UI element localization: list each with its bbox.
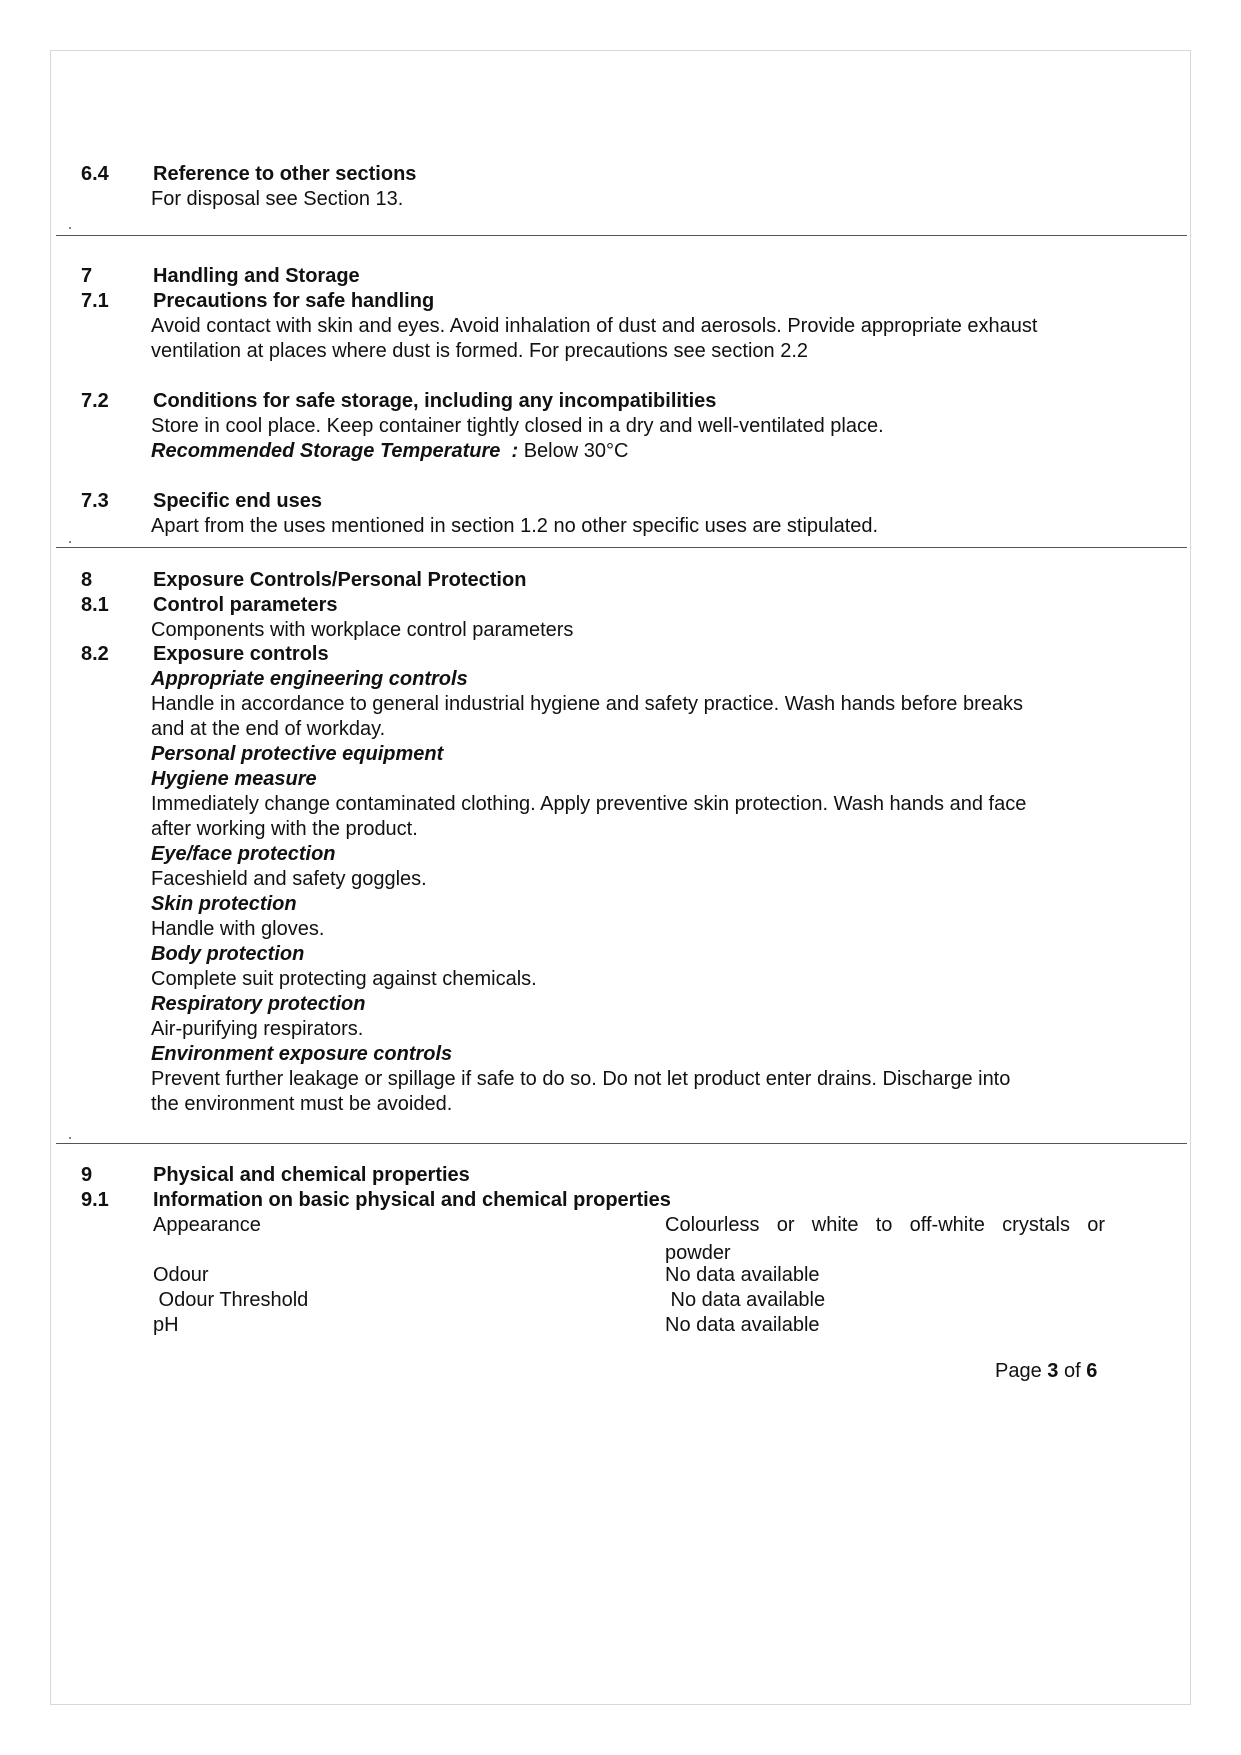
body-text: Handle in accordance to general industrial hygiene and safety practice. Wash hands before breaks (151, 693, 1024, 715)
body-text: Prevent further leakage or spillage if safe to do so. Do not let product enter drains. Discharge into (151, 1068, 1011, 1090)
section-number: 9 (81, 1164, 93, 1186)
section-divider (56, 235, 1187, 236)
section-number: 8.2 (81, 643, 109, 665)
section-heading: Handling and Storage (153, 265, 360, 287)
section-number: 9.1 (81, 1189, 109, 1211)
section-number: 8.1 (81, 594, 109, 616)
body-text: Handle with gloves. (151, 918, 325, 940)
property-label: pH (153, 1314, 179, 1336)
property-label: Odour (153, 1264, 209, 1286)
property-value: No data available (665, 1314, 820, 1336)
page-total: 6 (1086, 1360, 1098, 1382)
section-heading: Exposure controls (153, 643, 329, 665)
body-text: Avoid contact with skin and eyes. Avoid inhalation of dust and aerosols. Provide appropriate exhaust (151, 315, 1038, 337)
section-number: 7 (81, 265, 93, 287)
body-text: and at the end of workday. (151, 718, 386, 740)
section-heading: Control parameters (153, 594, 338, 616)
page-number (995, 1357, 1097, 1385)
subheading: Eye/face protection (151, 843, 336, 865)
body-text: Air-purifying respirators. (151, 1018, 364, 1040)
divider-mark (69, 227, 71, 229)
body-text: Immediately change contaminated clothing. Apply preventive skin protection. Wash hands and face (151, 793, 1027, 815)
subheading: Environment exposure controls (151, 1043, 453, 1065)
page-prefix: Page (995, 1360, 1048, 1382)
subheading: Hygiene measure (151, 768, 317, 790)
property-label: Odour Threshold (153, 1289, 309, 1311)
subheading: Appropriate engineering controls (151, 668, 468, 690)
page-of: of (1058, 1360, 1087, 1382)
section-heading: Conditions for safe storage, including any incompatibilities (153, 390, 717, 412)
body-text: the environment must be avoided. (151, 1093, 453, 1115)
section-divider (56, 547, 1187, 548)
body-text: Apart from the uses mentioned in section 1.2 no other specific uses are stipulated. (151, 515, 879, 537)
section-heading: Exposure Controls/Personal Protection (153, 569, 527, 591)
section-heading: Specific end uses (153, 490, 322, 512)
divider-mark (69, 1137, 71, 1139)
subheading: Skin protection (151, 893, 297, 915)
property-value: No data available (665, 1289, 826, 1311)
subheading: Respiratory protection (151, 993, 366, 1015)
page-current: 3 (1047, 1360, 1059, 1382)
storage-temperature-label: Recommended Storage Temperature : (151, 440, 519, 462)
section-number: 7.3 (81, 490, 109, 512)
property-value: No data available (665, 1264, 820, 1286)
section-heading: Information on basic physical and chemical properties (153, 1189, 671, 1211)
storage-temperature-value: Below 30°C (523, 440, 629, 462)
section-heading: Precautions for safe handling (153, 290, 435, 312)
body-text: Store in cool place. Keep container tightly closed in a dry and well-ventilated place. (151, 415, 884, 437)
section-number: 7.1 (81, 290, 109, 312)
body-text: ventilation at places where dust is formed. For precautions see section 2.2 (151, 340, 809, 362)
property-label: Appearance (153, 1214, 261, 1236)
section-number: 8 (81, 569, 93, 591)
body-text: Components with workplace control parameters (151, 619, 574, 641)
divider-mark (69, 541, 71, 543)
body-text: For disposal see Section 13. (151, 188, 404, 210)
body-text: after working with the product. (151, 818, 418, 840)
subheading: Body protection (151, 943, 305, 965)
body-text: Complete suit protecting against chemicals. (151, 968, 537, 990)
section-divider (56, 1143, 1187, 1144)
storage-temperature-row (151, 437, 628, 465)
body-text: Faceshield and safety goggles. (151, 868, 427, 890)
section-number: 6.4 (81, 163, 109, 185)
property-value: Colourless or white to off-white crystals or powder (665, 1214, 1105, 1264)
subheading: Personal protective equipment (151, 743, 444, 765)
section-heading: Reference to other sections (153, 163, 417, 185)
section-number: 7.2 (81, 390, 109, 412)
page-frame (50, 50, 1191, 1705)
section-heading: Physical and chemical properties (153, 1164, 470, 1186)
